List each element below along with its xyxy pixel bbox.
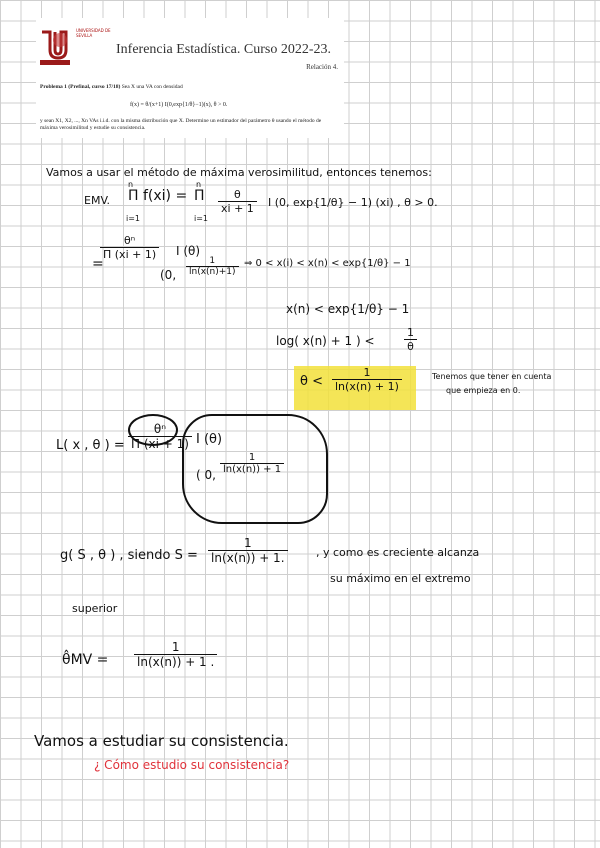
eq2-num: θⁿ bbox=[100, 234, 159, 248]
side-note-line-1: Tenemos que tener en cuenta bbox=[432, 372, 552, 381]
inequality-3-den: ln(x(n) + 1) bbox=[335, 380, 399, 393]
inequality-1: x(n) < exp{1/θ} − 1 bbox=[286, 302, 410, 316]
inequality-3-left: θ < bbox=[300, 374, 323, 389]
inequality-2-left: log( x(n) + 1 ) < bbox=[276, 334, 375, 348]
problem-statement-image bbox=[36, 18, 344, 138]
eq2-fraction bbox=[100, 234, 159, 261]
product-upper-n: n bbox=[128, 180, 134, 189]
likelihood-left: L( x , θ ) = bbox=[56, 438, 125, 453]
document-subtitle: Relación 4. bbox=[306, 63, 338, 71]
likelihood-num: θⁿ bbox=[128, 422, 192, 437]
estimator-left: θ̂MV = bbox=[62, 652, 109, 668]
likelihood-interval-left: ( 0, bbox=[196, 468, 216, 482]
inequality-2-den: θ bbox=[407, 340, 414, 353]
density-formula: f(x) = θ/(x+1) I(0,exp{1/θ}−1)(x), θ > 0. bbox=[130, 102, 228, 108]
eq2-den: Π (xi + 1) bbox=[103, 248, 157, 261]
eq2-interval-num: 1 bbox=[186, 256, 239, 267]
g-line-left: g( S , θ ) , siendo S = bbox=[60, 548, 198, 563]
likelihood-indicator: I (θ) bbox=[196, 432, 223, 447]
problem-intro bbox=[40, 84, 340, 91]
likelihood-den: Π (xi + 1) bbox=[131, 437, 189, 451]
g-line-right-2: su máximo en el extremo bbox=[330, 572, 471, 585]
g-line-right-1: , y como es creciente alcanza bbox=[316, 546, 480, 559]
eq2-prefix: = bbox=[92, 256, 104, 272]
inequality-2-fraction bbox=[404, 326, 417, 353]
inequality-3-fraction bbox=[332, 366, 402, 393]
emv-fraction bbox=[218, 188, 257, 215]
university-logo-icon bbox=[38, 26, 74, 68]
estimator-fraction bbox=[134, 640, 217, 669]
consistency-question: ¿ Cómo estudio su consistencia? bbox=[94, 758, 290, 772]
g-line-right-3: superior bbox=[72, 602, 118, 615]
emv-fraction-den: xi + 1 bbox=[221, 202, 254, 215]
eq2-tail: ⇒ 0 < x(i) < x(n) < exp{1/θ} − 1 bbox=[244, 258, 411, 269]
estimator-den: ln(x(n)) + 1 . bbox=[137, 655, 215, 669]
eq2-interval-left: (0, bbox=[160, 268, 177, 282]
consistency-heading: Vamos a estudiar su consistencia. bbox=[34, 732, 289, 750]
emv-fraction-num: θ bbox=[218, 188, 257, 202]
eq2-indicator: I (θ) bbox=[176, 244, 201, 258]
g-fraction bbox=[208, 536, 288, 565]
intro-line: Vamos a usar el método de máxima verosimilitud, entonces tenemos: bbox=[46, 166, 432, 179]
product-upper-n-2: n bbox=[196, 180, 202, 189]
problem-intro-text: Sea X una VA con densidad bbox=[121, 84, 183, 90]
emv-label: EMV. bbox=[84, 194, 111, 207]
likelihood-interval-den: ln(x(n)) + 1 bbox=[223, 464, 282, 475]
estimator-num: 1 bbox=[134, 640, 217, 655]
g-den: ln(x(n)) + 1. bbox=[211, 551, 285, 565]
likelihood-interval-fraction bbox=[220, 452, 284, 475]
side-note-line-2: que empieza en 0. bbox=[446, 386, 521, 395]
product-symbol: Π bbox=[194, 188, 205, 204]
problem-text: y sean X1, X2, ..., Xn VAs i.i.d. con la misma distribución que X. Determine un estimador del parámetro θ usando el método de máxima verosimilitud y estudie su consistencia. bbox=[40, 118, 322, 131]
inequality-3-num: 1 bbox=[332, 366, 402, 380]
product-lower-i1: i=1 bbox=[126, 214, 141, 223]
side-note bbox=[432, 370, 551, 398]
product-lower-i1-2: i=1 bbox=[194, 214, 209, 223]
emv-indicator: I (0, exp{1/θ} − 1) (xi) , θ > 0. bbox=[268, 196, 438, 209]
university-logo-text: UNIVERSIDAD DE SEVILLA bbox=[76, 28, 111, 38]
likelihood-interval-num: 1 bbox=[220, 452, 284, 464]
eq2-interval-den: ln(x(n)+1) bbox=[189, 267, 236, 277]
document-title: Inferencia Estadística. Curso 2022-23. bbox=[116, 42, 331, 57]
problem-label: Problema 1 (Prefinal, curso 17/18) bbox=[40, 84, 121, 90]
g-num: 1 bbox=[208, 536, 288, 551]
eq2-interval-fraction bbox=[186, 256, 239, 277]
inequality-2-num: 1 bbox=[404, 326, 417, 340]
emv-product-left: Π f(xi) = bbox=[128, 188, 188, 204]
